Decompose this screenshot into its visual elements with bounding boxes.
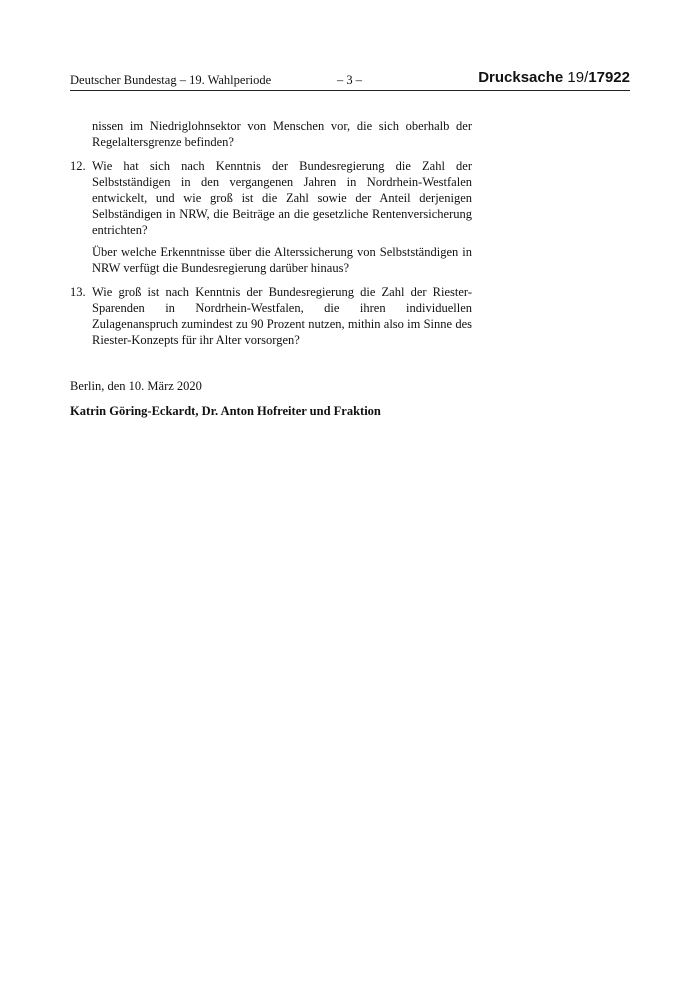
- continuation-text: nissen im Niedriglohnsektor von Menschen vor, die sich oberhalb der Regelaltersgrenze befinden?: [92, 119, 472, 149]
- document-number-prefix: 19/: [567, 69, 589, 86]
- page-number: – 3 –: [337, 73, 362, 87]
- header-publication: Deutscher Bundestag – 19. Wahlperiode: [70, 73, 272, 87]
- question-number: 13.: [70, 285, 86, 299]
- question-text: Wie groß ist nach Kenntnis der Bundesregierung die Zahl der Riester-Sparenden in Nordrhein-Westfalen, die ihren individuellen Zulagenanspruch zumindest zu 90 Prozent nutzen, mithin also im Sinne des Riester-Konzepts für ihr Alter vorsorgen?: [92, 285, 472, 347]
- signatories: Katrin Göring-Eckardt, Dr. Anton Hofreiter und Fraktion: [70, 404, 381, 418]
- question-number: 12.: [70, 159, 86, 173]
- document-number: [478, 69, 630, 86]
- document-number-label: Drucksache: [478, 69, 564, 86]
- question-text: Wie hat sich nach Kenntnis der Bundesregierung die Zahl der Selbstständigen in den vergangenen Jahren in Nordrhein-Westfalen entwickelt, und wie groß ist die Zahl sowie der Anteil derjenigen Selbständigen in NRW, die Beiträge an die gesetzliche Rentenversicherung entrichten?: [92, 159, 472, 237]
- document-number-main: 17922: [588, 69, 630, 86]
- continuation-block: [70, 118, 472, 150]
- question-subtext: Über welche Erkenntnisse über die Alterssicherung von Selbstständigen in NRW verfügt die Bundesregierung darüber hinaus?: [92, 245, 472, 275]
- place-date: Berlin, den 10. März 2020: [70, 379, 202, 393]
- document-body: [70, 118, 472, 419]
- question-12: [70, 158, 472, 276]
- question-13: [70, 284, 472, 348]
- page-header: [70, 68, 630, 91]
